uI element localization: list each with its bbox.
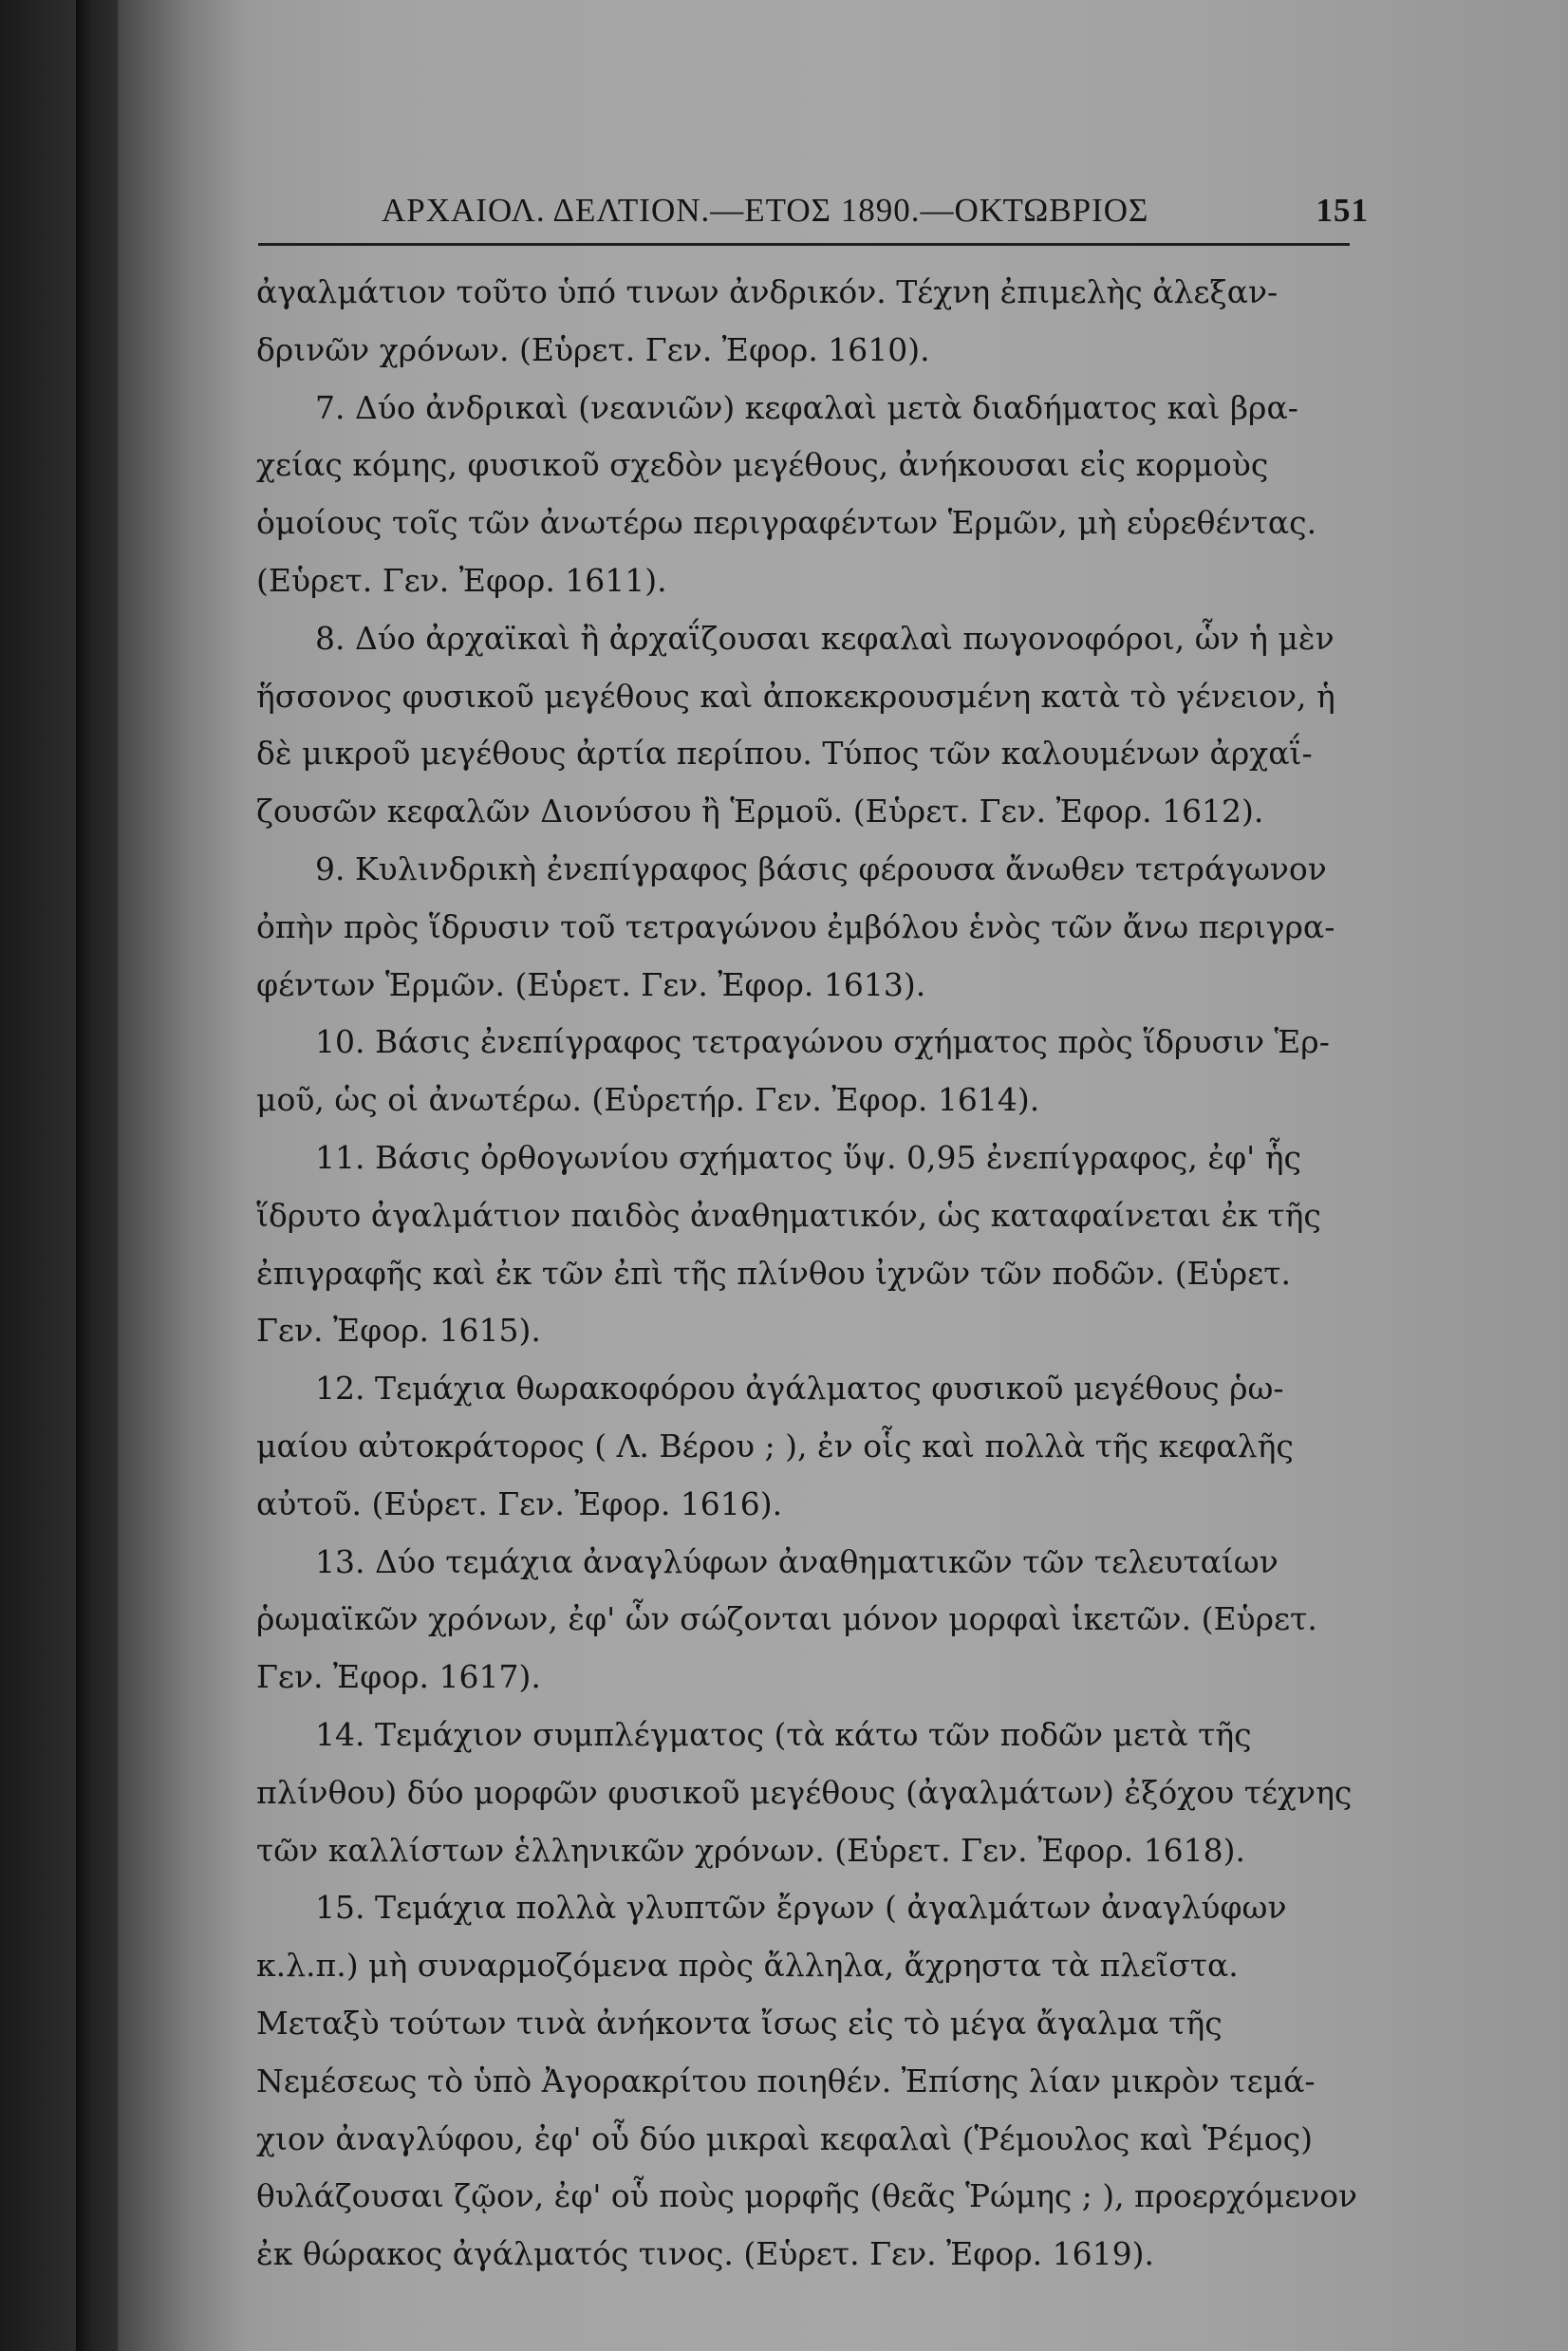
text-line: δρινῶν χρόνων. (Εὑρετ. Γεν. Ἐφορ. 1610). — [256, 330, 930, 368]
text-line: πλίνθου) δύο μορφῶν φυσικοῦ μεγέθους (ἀγαλμάτων) ἐξόχου τέχνης — [256, 1773, 1353, 1811]
text-line: 12. Τεμάχια θωρακοφόρου ἀγάλματος φυσικοῦ μεγέθους ῥω- — [315, 1370, 1284, 1408]
body-text — [256, 264, 1357, 2284]
text-line: θυλάζουσαι ζῷον, ἐφ' οὗ ποὺς μορφῆς (θεᾶς Ῥώμης ; ), προερχόμενον — [256, 2177, 1357, 2215]
text-line: 9. Κυλινδρικὴ ἐνεπίγραφος βάσις φέρουσα ἄνωθεν τετράγωνον — [315, 849, 1327, 887]
text-line: Νεμέσεως τὸ ὑπὸ Ἀγορακρίτου ποιηθέν. Ἐπίσης λίαν μικρὸν τεμά- — [256, 2062, 1316, 2099]
text-line: ζουσῶν κεφαλῶν Διονύσου ἢ Ἑρμοῦ. (Εὑρετ. Γεν. Ἐφορ. 1612). — [256, 793, 1264, 830]
text-line: ἵδρυτο ἀγαλμάτιον παιδὸς ἀναθηματικόν, ὡς καταφαίνεται ἐκ τῆς — [256, 1196, 1321, 1234]
text-line: μοῦ, ὡς οἱ ἀνωτέρω. (Εὑρετήρ. Γεν. Ἐφορ. 1614). — [256, 1081, 1040, 1119]
text-line: Γεν. Ἐφορ. 1615). — [256, 1312, 541, 1350]
text-line: 13. Δύο τεμάχια ἀναγλύφων ἀναθηματικῶν τῶν τελευταίων — [315, 1542, 1279, 1580]
text-line: αὐτοῦ. (Εὑρετ. Γεν. Ἐφορ. 1616). — [256, 1484, 783, 1522]
header-rule — [258, 243, 1350, 246]
scanned-page — [249, 188, 1369, 2273]
running-title: ΑΡΧΑΙΟΛ. ΔΕΛΤΙΟΝ.—ΕΤΟΣ 1890.—ΟΚΤΩΒΡΙΟΣ — [382, 192, 1149, 229]
text-line: 14. Τεμάχιον συμπλέγματος (τὰ κάτω τῶν ποδῶν μετὰ τῆς — [315, 1715, 1252, 1753]
text-line: 7. Δύο ἀνδρικαὶ (νεανιῶν) κεφαλαὶ μετὰ διαδήματος καὶ βρα- — [315, 388, 1298, 426]
text-line: (Εὑρετ. Γεν. Ἐφορ. 1611). — [256, 561, 667, 599]
text-line: μαίου αὐτοκράτορος ( Λ. Βέρου ; ), ἐν οἷς καὶ πολλὰ τῆς κεφαλῆς — [256, 1427, 1294, 1465]
text-line: 15. Τεμάχια πολλὰ γλυπτῶν ἔργων ( ἀγαλμάτων ἀναγλύφων — [315, 1889, 1287, 1927]
running-head — [382, 188, 1369, 237]
text-line: 11. Βάσις ὀρθογωνίου σχήματος ὕψ. 0,95 ἐνεπίγραφος, ἐφ' ἧς — [315, 1138, 1301, 1176]
book-spine-shadow — [76, 0, 118, 2351]
text-line: ἐκ θώρακος ἀγάλματός τινος. (Εὑρετ. Γεν. Ἐφορ. 1619). — [256, 2235, 1155, 2273]
text-line: 10. Βάσις ἐνεπίγραφος τετραγώνου σχήματος πρὸς ἵδρυσιν Ἑρ- — [315, 1023, 1330, 1061]
text-line: ἥσσονος φυσικοῦ μεγέθους καὶ ἀποκεκρουσμένη κατὰ τὸ γένειον, ἡ — [256, 677, 1335, 715]
text-line: δὲ μικροῦ μεγέθους ἀρτία περίπου. Τύπος τῶν καλουμένων ἀρχαΐ- — [256, 735, 1313, 773]
text-line: ῥωμαϊκῶν χρόνων, ἐφ' ὧν σώζονται μόνον μορφαὶ ἱκετῶν. (Εὑρετ. — [256, 1600, 1317, 1638]
text-line: χιον ἀναγλύφου, ἐφ' οὗ δύο μικραὶ κεφαλαὶ (Ῥέμουλος καὶ Ῥέμος) — [256, 2119, 1313, 2157]
text-line: κ.λ.π.) μὴ συναρμοζόμενα πρὸς ἄλληλα, ἄχρηστα τὰ πλεῖστα. — [256, 1947, 1239, 1985]
text-line: ἀγαλμάτιον τοῦτο ὑπό τινων ἀνδρικόν. Τέχνη ἐπιμελὴς ἀλεξαν- — [256, 273, 1279, 310]
text-line: φέντων Ἑρμῶν. (Εὑρετ. Γεν. Ἐφορ. 1613). — [256, 965, 926, 1003]
text-line: ὁμοίους τοῖς τῶν ἀνωτέρω περιγραφέντων Ἑρμῶν, μὴ εὑρεθέντας. — [256, 504, 1317, 542]
page-number: 151 — [1316, 192, 1369, 229]
text-line: χείας κόμης, φυσικοῦ σχεδὸν μεγέθους, ἀνήκουσαι εἰς κορμοὺς — [256, 446, 1269, 484]
text-line: 8. Δύο ἀρχαϊκαὶ ἢ ἀρχαΐζουσαι κεφαλαὶ πωγονοφόροι, ὧν ἡ μὲν — [315, 619, 1335, 657]
text-line: Μεταξὺ τούτων τινὰ ἀνήκοντα ἴσως εἰς τὸ μέγα ἄγαλμα τῆς — [256, 2004, 1223, 2042]
text-line: ὀπὴν πρὸς ἵδρυσιν τοῦ τετραγώνου ἐμβόλου ἑνὸς τῶν ἄνω περιγρα- — [256, 907, 1335, 945]
text-line: τῶν καλλίστων ἑλληνικῶν χρόνων. (Εὑρετ. Γεν. Ἐφορ. 1618). — [256, 1831, 1245, 1869]
text-line: Γεν. Ἐφορ. 1617). — [256, 1658, 541, 1696]
text-line: ἐπιγραφῆς καὶ ἐκ τῶν ἐπὶ τῆς πλίνθου ἰχνῶν τῶν ποδῶν. (Εὑρετ. — [256, 1254, 1291, 1292]
